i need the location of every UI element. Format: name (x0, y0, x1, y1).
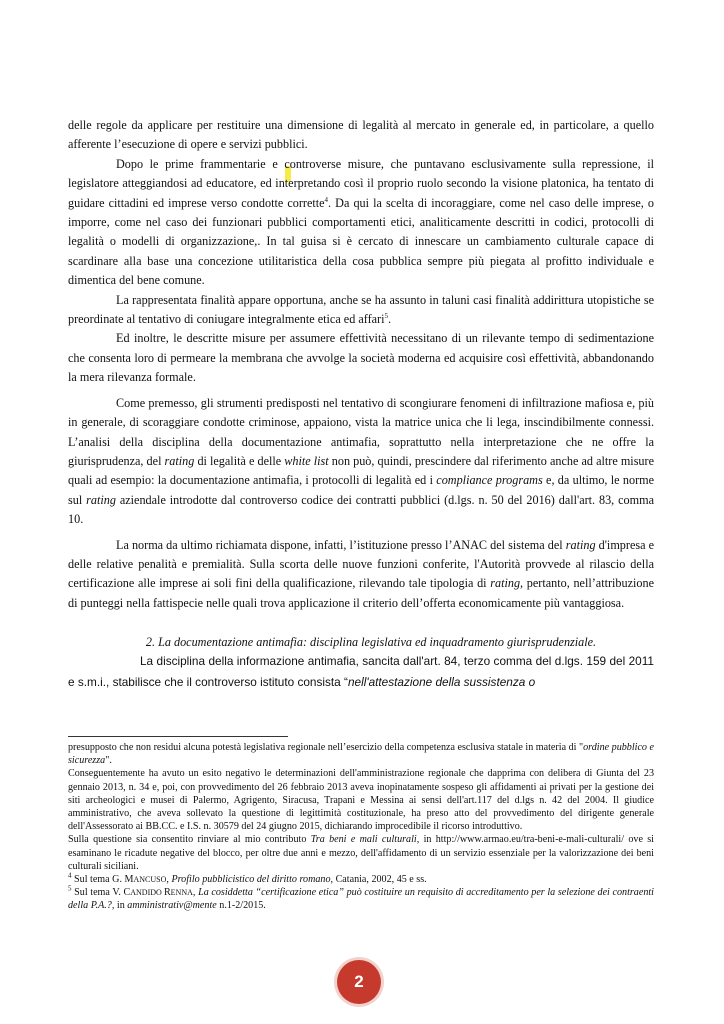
footnote-5-comma: , (192, 887, 196, 899)
footnote-4-number: 4 (68, 871, 72, 880)
footnote-ref-4[interactable]: 4 (324, 195, 329, 204)
paragraph-5 (68, 394, 654, 530)
paragraph-6-text-c: pertanto, nell’attribuzione di punteggi nella fattispecie nelle quali trova applicazione il criterio dell’offerta economicamente più vantaggiosa. (68, 576, 654, 610)
paragraph-5-text-b: di legalità e delle (197, 453, 282, 468)
term-rating: rating (164, 453, 195, 468)
footnote-4-smallcaps: ANCUSO (133, 875, 167, 885)
footnote-5-smallcaps-2: ENNA (170, 888, 193, 898)
term-compliance-programs: compliance programs (436, 473, 543, 488)
footnote-4-comma: , (166, 874, 169, 886)
paragraph-4: Ed inoltre, le descritte misure per assumere effettività necessitano di un rilevante tempo di sedimentazione che consenta loro di permeare la membrana che avvolge la società moderna ed acquisire così effettività, abbandonando la mera rilevanza formale. (68, 331, 654, 385)
term-rating-3: rating (565, 537, 596, 552)
footnote-continued-text: presupposto che non residui alcuna potestà legislativa regionale nell’esercizio della competenza esclusiva statale in materia di " (68, 742, 584, 753)
paragraph-3-text: La rappresentata finalità appare opportuna, anche se ha assunto in taluni casi finalità addirittura utopistiche se preordinate al tentativo di coniugare integralmente etica ed affari (68, 292, 654, 327)
sans-paragraph-text: La disciplina della informazione antimafia, sancita dall'art. 84, terzo comma del d.lgs. 159 del 2011 e s.m.i., stabilisce che il controverso istituto consista “ (68, 654, 654, 690)
paragraph-2 (68, 155, 654, 291)
paragraph-5-text-a: Come premesso, gli strumenti predisposti nel tentativo di scongiurare fenomeni di infiltrazione mafiosa e, più in generale, di scoraggiare condotte criminose, appaiono, vista la matrice unica che li lega, inscindibilmente connessi. L’analisi della disciplina della documentazione antimafia, soprattutto nella interpretazione che ne offre la giurisprudenza, del (68, 395, 654, 468)
paragraph-1: delle regole da applicare per restituire una dimensione di legalità al mercato in generale ed, in particolare, a quello afferente l’esecuzione di opere e servizi pubblici. (68, 118, 654, 152)
paragraph-6-text-a: La norma da ultimo richiamata dispone, infatti, l’istituzione presso l’ANAC del sistema del (116, 537, 563, 552)
footnote-5-text-a: Sul tema V. C (74, 887, 131, 899)
sans-paragraph-italic: nell'attestazione della sussistenza o (347, 675, 536, 690)
footnote-5-italic: La cosiddetta “certificazione etica” può costituire un requisito di accreditamento per la selezione dei contraenti della P.A.?, (68, 887, 654, 912)
paragraph-6-text-b: d'impresa e delle relative penalità e premialità. Sulla scorta delle nuove funzioni conferite, l'Autorità provvede al rilascio della certificazione alle imprese ai soli fini della qualificazione, rilevando tale tipologia di (68, 537, 655, 591)
page-body (68, 116, 654, 693)
term-rating-4: rating, (490, 576, 524, 591)
footnote-5-text-c: n.1-2/2015. (219, 900, 266, 912)
footnote-5-smallcaps: ANDIDO (130, 888, 164, 898)
footnote-3-text-a: Sulla questione sia consentito rinviare al mio contributo (68, 834, 307, 846)
paragraph-5-text-c: non può, quindi, prescindere dal riferimento anche ad altre misure quali ad esempio: la documentazione antimafia, i protocolli di legalità ed i (68, 453, 654, 488)
term-white-list: white list (284, 453, 329, 468)
footnote-5-number: 5 (68, 884, 72, 893)
paragraph-6 (68, 536, 654, 614)
sans-paragraph (68, 651, 654, 693)
footnote-4 (68, 873, 654, 886)
footnote-4-italic: Profilo pubblicistico del diritto romano (171, 874, 331, 886)
paragraph-5-text-d: e, da ultimo, le norme sul (68, 473, 655, 507)
page-number-badge: 2 (337, 960, 381, 1004)
footnote-5-capital: R (163, 887, 171, 899)
paragraph-2-text-b: . Da qui la scelta di incoraggiare, come nel caso delle imprese, o imporre, come nel caso dei funzionari pubblici comportamenti etici, analiticamente descritti in codici, protocolli di legalità o modelli di organizzazione,. In tal guisa si è cercato di innescare un cambiamento culturale capace di scardinare alla base una concezione utilitaristica della cosa pubblica sempre più piegata al profitto individuale e dimentica del bene comune. (68, 195, 654, 288)
footnote-paragraph-2: Conseguentemente ha avuto un esito negativo le determinazioni dell'amministrazione regionale che dapprima con delibera di Giunta del 23 gennaio 2013, n. 34 e, poi, con provvedimento del 26 febbraio 2013 aveva inopinatamente sospeso gli affidamenti ai privati per la gestione dei siti archeologici e musei di Palermo, Agrigento, Siracusa, Trapani e Messina ai sensi dell'art.117 del d.lgs n. 42 del 2004. Il giudice amministrativo, che aveva sollevato la questione di legittimità costituzionale, ha preso atto del provvedimento del dirigente generale dell'Assessorato ai BB.CC. e I.S. n. 30579 del 24 giugno 2015, dichiarando improcedibile il ricorso introduttivo. (68, 768, 654, 833)
footnote-5 (68, 886, 654, 912)
footnote-4-text-b: , Catania, 2002, 45 e ss. (330, 874, 427, 886)
footnote-5-text-b: in (116, 900, 125, 912)
paragraph-2-text-a: Dopo le prime frammentarie e controverse misure, che puntavano esclusivamente sulla repressione, il legislatore atteggiandosi ad educatore, ed interpretando così il proprio ruolo secondo la visione platonica, ha tentato di guidare cittadini ed imprese verso condotte corrette (68, 156, 654, 210)
footnotes (68, 741, 654, 913)
paragraph-3 (68, 291, 654, 330)
footnote-continued-end: ". (105, 755, 112, 767)
footnote-4-text-a: Sul tema G. M (74, 874, 134, 886)
footnote-continued (68, 741, 654, 767)
term-rating-2: rating (86, 492, 116, 507)
paragraph-3-end: . (388, 312, 392, 327)
section-heading: 2. La documentazione antimafia: disciplina legislativa ed inquadramento giurisprudenziale. (145, 635, 597, 650)
footnote-ref-5[interactable]: 5 (384, 312, 388, 320)
footnote-5-italic-2: amministrativ@mente (127, 900, 217, 912)
footnote-3-italic: Tra beni e mali culturali, (310, 834, 420, 846)
paragraph-5-text-e: aziendale introdotte dal controverso codice dei contratti pubblici (d.lgs. n. 50 del 2016) dall'art. 83, comma 10. (68, 492, 654, 527)
footnote-continued-italic: ordine pubblico e sicurezza (68, 742, 654, 767)
footnote-3-text-b: in http://www.armao.eu/tra-beni-e-mali-culturali/ ove si esaminano le ricadute negative del blocco, per oltre due anni e mezzo, dell'affidamento di un servizio essenziale per la valorizzazione dei beni culturali siciliani. (68, 834, 654, 872)
footnote-separator (68, 736, 288, 737)
footnote-paragraph-3 (68, 833, 654, 873)
